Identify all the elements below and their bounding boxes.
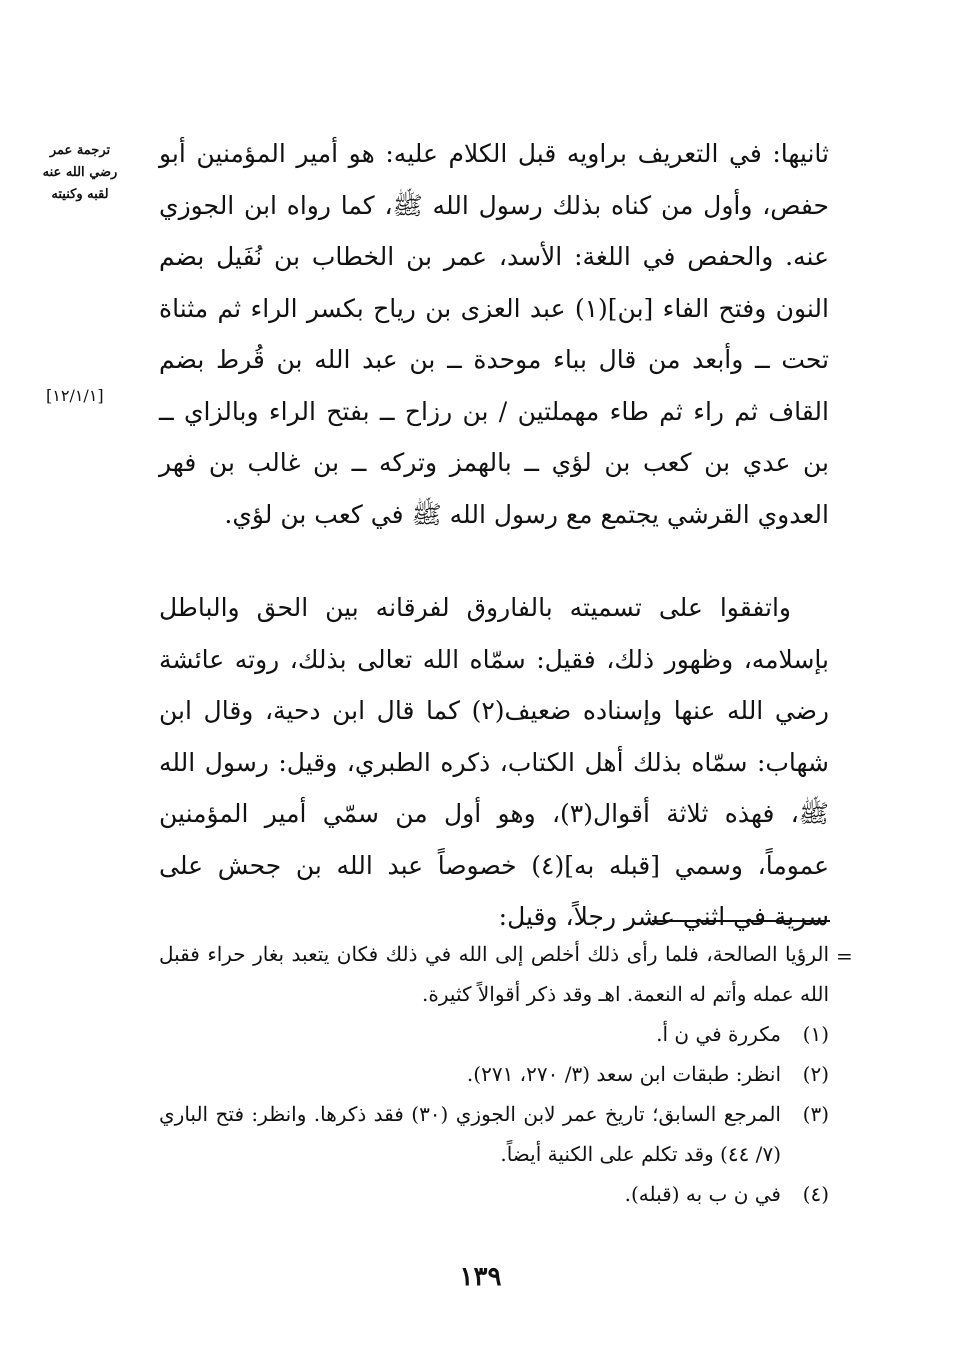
footnote-number: (٣) xyxy=(802,1102,829,1126)
footnote-item xyxy=(159,1174,829,1214)
margin-heading-line-3: لقبه وكنيته xyxy=(51,187,109,202)
footnote-item xyxy=(159,1054,829,1094)
footnote-text: انظر: طبقات ابن سعد (٣/ ٢٧٠، ٢٧١). xyxy=(466,1062,781,1086)
footnote-text: في ن ب به (قبله). xyxy=(624,1182,781,1206)
margin-heading-line-1: ترجمة عمر xyxy=(49,143,111,158)
footnote-number: (٢) xyxy=(802,1062,829,1086)
page-number: ١٣٩ xyxy=(459,1262,502,1292)
manuscript-folio-reference: [١٢/١/١] xyxy=(46,386,104,405)
footnote-item xyxy=(159,1094,829,1174)
footnote-separator xyxy=(652,920,830,922)
main-text xyxy=(159,128,829,943)
main-paragraph-2: واتفقوا على تسميته بالفاروق لفرقانه بين الحق والباطل بإسلامه، وظهور ذلك، فقيل: سمّاه الله تعالى بذلك، روته عائشة رضي الله عنها وإسناده ضعيف(٢) كما قال ابن دحية، وقال ابن شهاب: سمّاه بذلك أهل الكتاب، ذكره الطبري، وقيل: رسول الله ﷺ، فهذه ثلاثة أقوال(٣)، وهو أول من سمّي أمير المؤمنين عموماً، وسمي [قبله به](٤) خصوصاً عبد الله بن جحش على سرية في اثني عشر رجلاً، وقيل: xyxy=(159,593,830,931)
margin-heading xyxy=(30,140,130,206)
footnote-item xyxy=(159,1014,829,1054)
footnote-continuation-text: الرؤيا الصالحة، فلما رأى ذلك أخلص إلى الله في ذلك فكان يتعبد بغار حراء فقبل الله عمله وأتم له النعمة. اهـ وقد ذكر أقوالاً كثيرة. xyxy=(159,942,829,1006)
footnote-number: (١) xyxy=(802,1022,829,1046)
footnote-continuation-mark: = xyxy=(836,944,853,968)
main-paragraph-1: ثانيها: في التعريف براويه قبل الكلام عليه: هو أمير المؤمنين أبو حفص، وأول من كناه بذلك رسول الله ﷺ، كما رواه ابن الجوزي عنه. والحفص في اللغة: الأسد، عمر بن الخطاب بن نُفَيل بضم النون وفتح الفاء [بن](١) عبد العزى بن رياح بكسر الراء ثم مثناة تحت ــ وأبعد من قال بباء موحدة ــ بن عبد الله بن قُرط بضم القاف ثم راء ثم طاء مهملتين / بن رزاح ــ بفتح الراء وبالزاي ــ بن عدي بن كعب بن لؤي ــ بالهمز وتركه ــ بن غالب بن فهر العدوي القرشي يجتمع مع رسول الله ﷺ في كعب بن لؤي. xyxy=(159,139,829,529)
footnote-text: المرجع السابق؛ تاريخ عمر لابن الجوزي (٣٠) فقد ذكرها. وانظر: فتح الباري (٧/ ٤٤) وقد تكلم على الكنية أيضاً. xyxy=(159,1102,781,1166)
footnote-text: مكررة في ن أ. xyxy=(656,1022,781,1046)
footnote-number: (٤) xyxy=(802,1182,829,1206)
margin-heading-line-2: رضي الله عنه xyxy=(42,165,118,180)
footnotes xyxy=(159,934,829,1214)
footnote-continuation xyxy=(159,934,829,1014)
